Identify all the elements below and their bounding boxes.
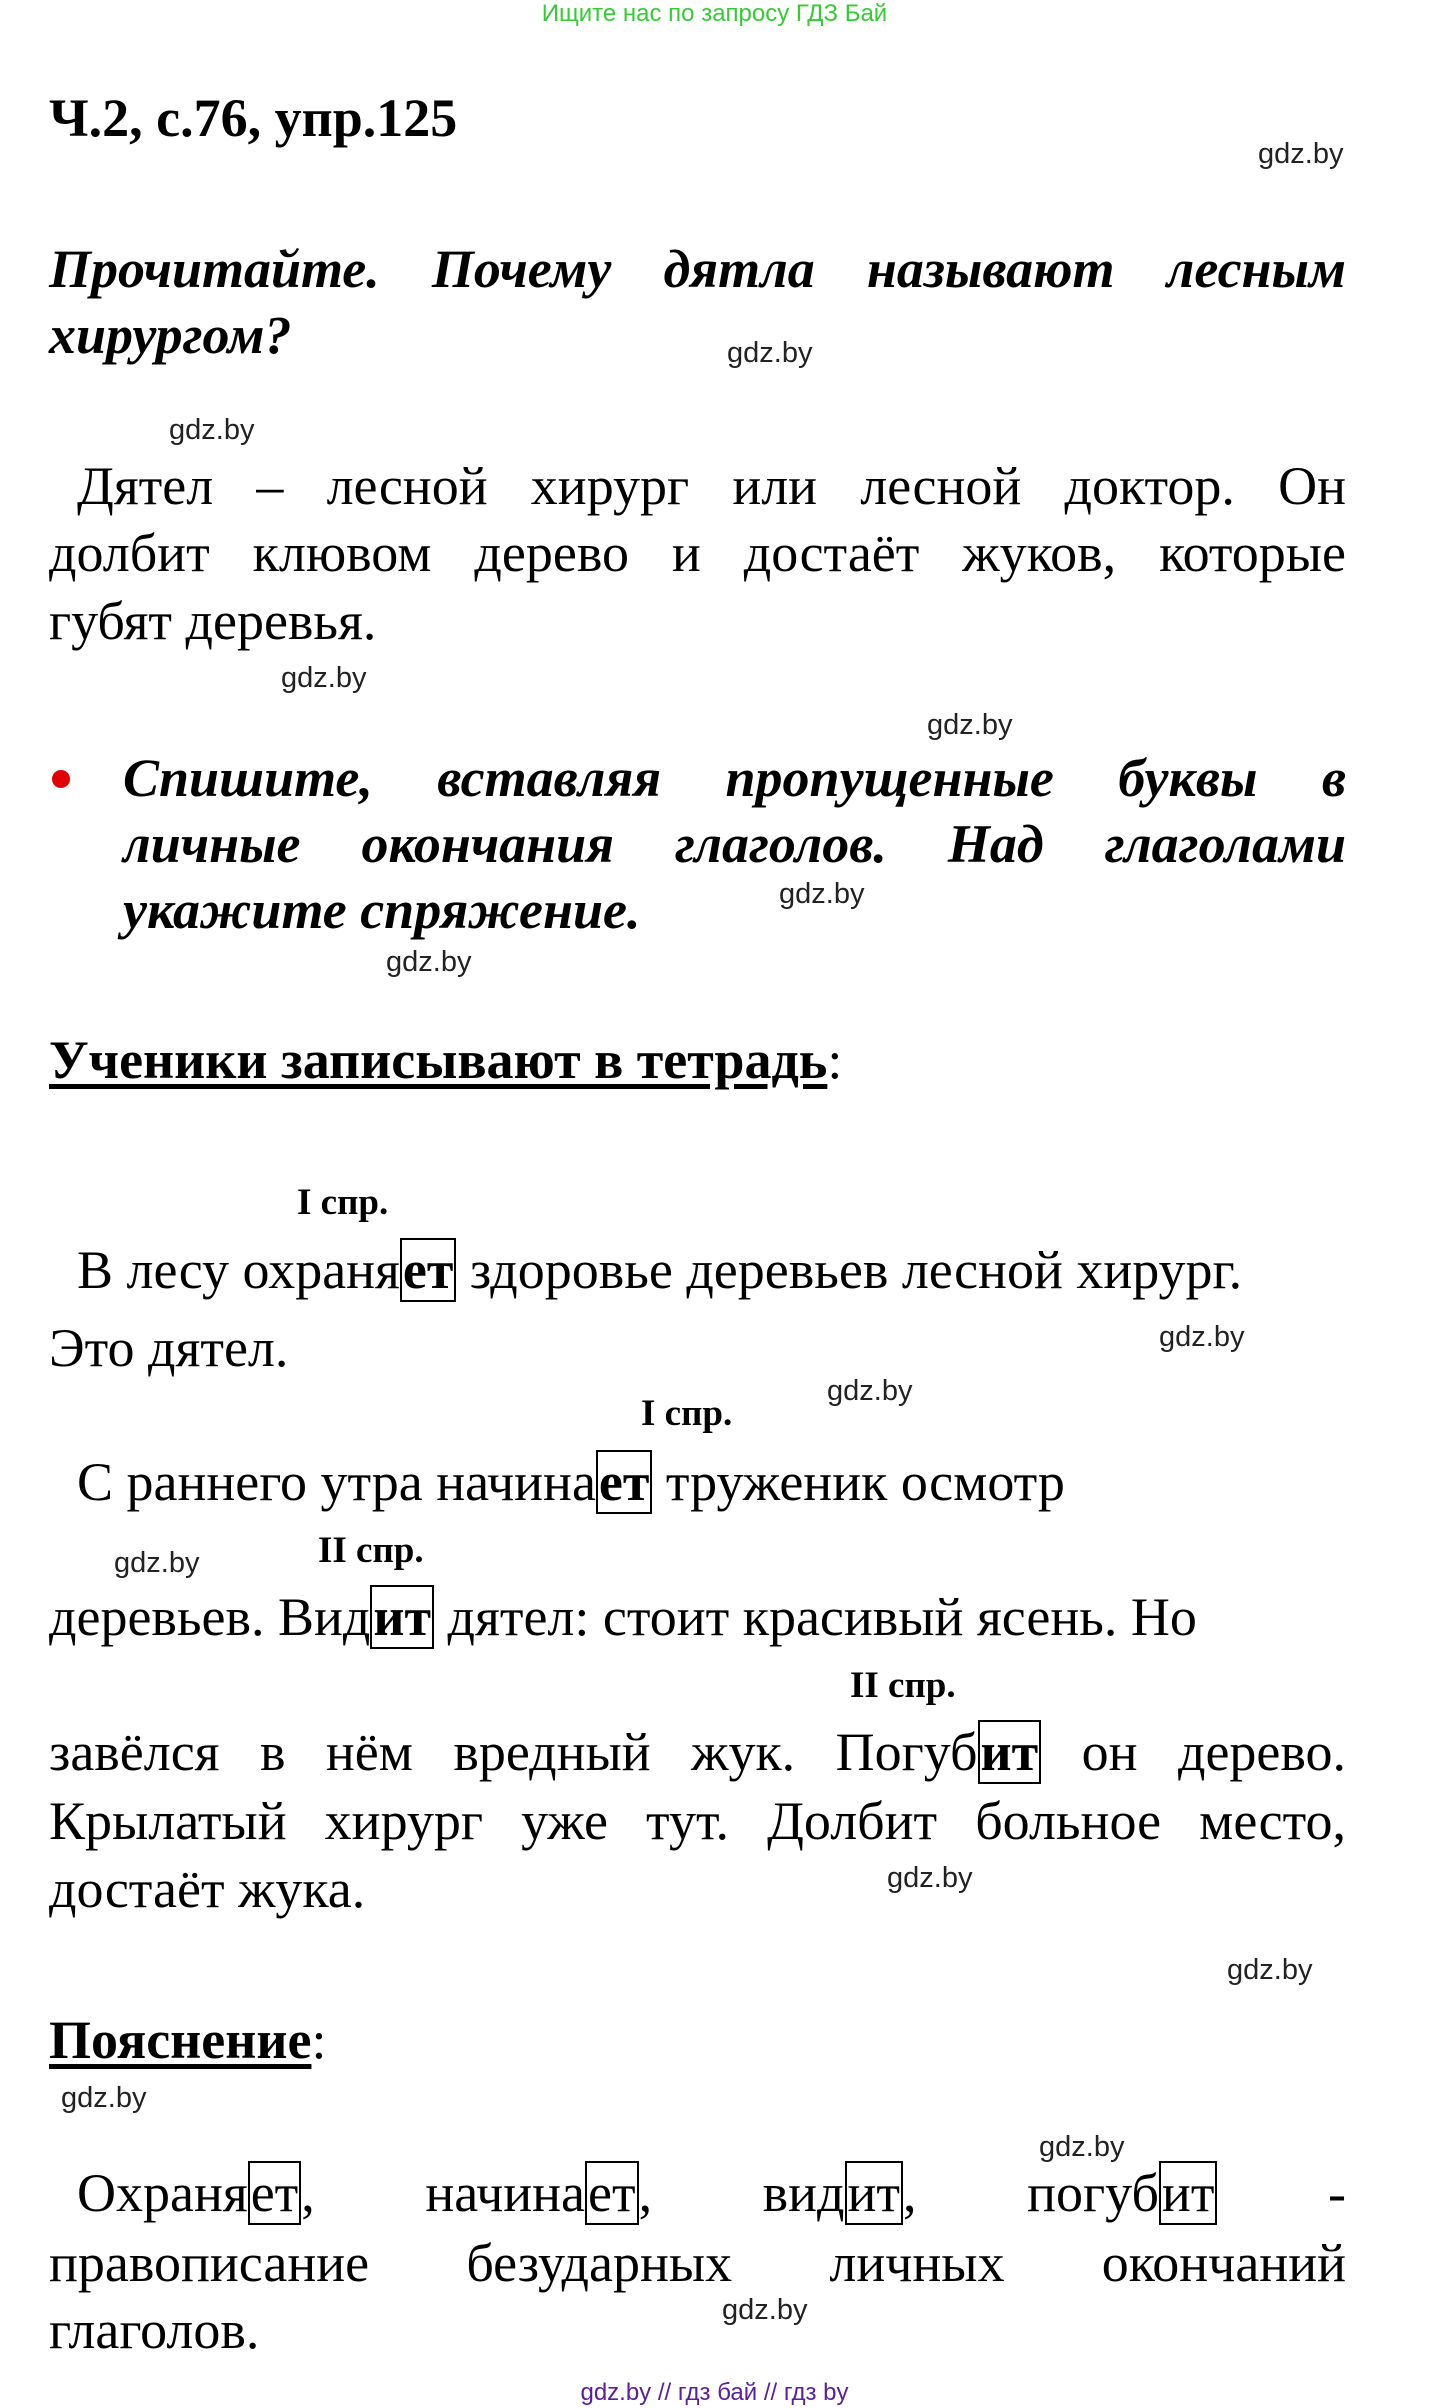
text-part: С раннего утра начина xyxy=(77,1452,596,1512)
watermark: gdz.by xyxy=(1159,1321,1245,1353)
task-instruction-line: Спишите, вставляя пропущенные буквы в xyxy=(123,748,1346,808)
paragraph-line: долбит клювом дерево и достаёт жуков, которые xyxy=(49,523,1346,583)
watermark: gdz.by xyxy=(827,1375,913,1407)
explanation-line: правописание безударных личных окончаний xyxy=(49,2233,1346,2293)
paragraph-line: Дятел – лесной хирург или лесной доктор. Он xyxy=(77,456,1346,516)
watermark: gdz.by xyxy=(927,709,1013,741)
ending-box: ет xyxy=(400,1238,457,1302)
text-line xyxy=(49,1449,1374,1515)
ending-box: ит xyxy=(370,1585,434,1649)
conjugation-label: II спр. xyxy=(318,1530,424,1571)
watermark: gdz.by xyxy=(887,1862,973,1894)
text-part: , xyxy=(301,2163,315,2223)
text-line xyxy=(49,1584,1346,1650)
text-part: он дерево. xyxy=(1041,1722,1347,1782)
text-line: Это дятел. xyxy=(49,1318,289,1378)
explanation-heading-text: Пояснение xyxy=(49,2010,312,2070)
text-part: начина xyxy=(425,2163,585,2223)
text-part: вид xyxy=(762,2163,845,2223)
watermark: gdz.by xyxy=(61,2082,147,2114)
text-part: дятел: стоит красивый ясень. Но xyxy=(434,1587,1197,1647)
dash: - xyxy=(1328,2163,1346,2223)
text-part: деревьев. Вид xyxy=(49,1587,371,1647)
watermark: gdz.by xyxy=(1258,138,1344,170)
watermark: gdz.by xyxy=(1227,1954,1313,1986)
explanation-heading xyxy=(49,2007,1346,2073)
watermark: gdz.by xyxy=(1039,2131,1125,2163)
watermark: gdz.by xyxy=(169,414,255,446)
verb xyxy=(77,2160,315,2226)
students-heading xyxy=(49,1027,1346,1093)
text-part: труженик осмотр xyxy=(652,1452,1065,1512)
paragraph-line: губят деревья. xyxy=(49,591,377,651)
footer-links[interactable]: gdz.by // гдз бай // гдз by xyxy=(580,2379,849,2406)
text-line xyxy=(49,1237,1374,1303)
watermark: gdz.by xyxy=(281,662,367,694)
explanation-line xyxy=(49,2160,1346,2226)
ending-box: ет xyxy=(596,1450,653,1514)
ending-box: ит xyxy=(1159,2161,1218,2225)
text-part: В лесу охраня xyxy=(77,1240,400,1300)
conjugation-label: II спр. xyxy=(850,1665,956,1706)
colon: : xyxy=(827,1030,843,1090)
students-heading-text: Ученики записывают в тетрадь xyxy=(49,1030,828,1090)
conjugation-label: I спр. xyxy=(297,1182,389,1223)
watermark: gdz.by xyxy=(114,1547,200,1579)
text-line: Крылатый хирург уже тут. Долбит больное место, xyxy=(49,1791,1346,1851)
verb xyxy=(1027,2160,1217,2226)
text-line: достаёт жука. xyxy=(49,1859,366,1919)
watermark: gdz.by xyxy=(386,946,472,978)
ending-box: ит xyxy=(845,2161,904,2225)
task-question-line: хирургом? xyxy=(49,305,292,365)
watermark: gdz.by xyxy=(727,337,813,369)
verb xyxy=(763,2160,917,2226)
text-part: , xyxy=(638,2163,653,2223)
ending-box: ет xyxy=(248,2161,302,2225)
colon: : xyxy=(311,2010,327,2070)
text-part: , xyxy=(903,2163,917,2223)
verb xyxy=(425,2160,652,2226)
text-line xyxy=(49,1719,1346,1785)
explanation-line: глаголов. xyxy=(49,2300,260,2360)
task-instruction-line: личные окончания глаголов. Над глаголами xyxy=(123,814,1346,874)
bullet-icon xyxy=(52,770,70,788)
task-instruction-line: укажите спряжение. xyxy=(123,880,641,940)
watermark: gdz.by xyxy=(722,2294,808,2326)
text-part: завёлся в нём вредный жук. Погуб xyxy=(49,1722,978,1782)
conjugation-label: I спр. xyxy=(641,1393,733,1434)
ending-box: ит xyxy=(978,1720,1042,1784)
text-part: погуб xyxy=(1027,2163,1159,2223)
watermark: gdz.by xyxy=(779,878,865,910)
task-question-line: Прочитайте. Почему дятла называют лесным xyxy=(49,239,1346,299)
text-part: Охраня xyxy=(77,2163,248,2223)
ending-box: ет xyxy=(585,2161,639,2225)
page-title: Ч.2, с.76, упр.125 xyxy=(49,88,458,148)
search-banner[interactable]: Ищите нас по запросу ГДЗ Бай xyxy=(541,0,888,27)
text-part: здоровье деревьев лесной хирург. xyxy=(456,1240,1243,1300)
